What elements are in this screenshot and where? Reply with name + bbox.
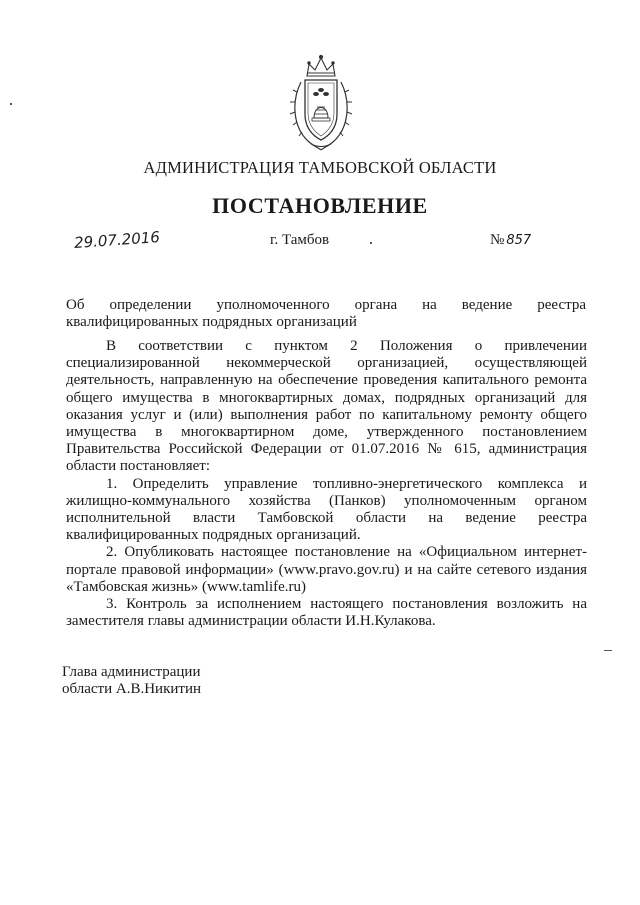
number-prefix: №	[490, 232, 505, 248]
signature-name: области А.В.Никитин	[62, 681, 202, 697]
item-1-paragraph: 1. Определить управление топливно-энергетического комплекса и жилищно-коммунального хозяйства (Панков) уполномоченным органом исполнительной власти Тамбовской области на ведение реестра квалифицированных подрядных организаций.	[66, 475, 587, 544]
document-type-title: ПОСТАНОВЛЕНИЕ	[212, 193, 428, 218]
item-3-paragraph: 3. Контроль за исполнением настоящего постановления возложить на заместителя главы администрации области И.Н.Кулакова.	[66, 596, 587, 630]
coat-of-arms-icon	[287, 52, 355, 152]
document-date: 29.07.2016	[73, 228, 161, 252]
scan-artifact	[604, 650, 612, 651]
subject-line-1: Об определении уполномоченного органа на ведение реестра	[66, 297, 586, 313]
number-value: 857	[506, 233, 532, 248]
document-body	[66, 338, 587, 630]
signature-title: Глава администрации	[62, 664, 201, 680]
scan-artifact	[370, 242, 372, 244]
preamble-paragraph: В соответствии с пунктом 2 Положения о привлечении специализированной некоммерческой организацией, осуществляющей деятельность, направленную на обеспечение проведения капитального ремонта общего имущества в многоквартирных домах, подрядных организаций для оказания услуг и (или) выполнения работ по капитальному ремонту общего имущества в многоквартирном доме, утвержденного постановлением Правительства Российской Федерации от 01.07.2016 № 615, администрация области постановляет:	[66, 338, 587, 475]
organization-name: АДМИНИСТРАЦИЯ ТАМБОВСКОЙ ОБЛАСТИ	[143, 158, 497, 177]
document-city: г. Тамбов	[270, 232, 330, 248]
document-number	[490, 232, 531, 249]
subject-line-2: квалифицированных подрядных организаций	[66, 314, 357, 330]
document-subject	[66, 297, 586, 331]
item-2-paragraph: 2. Опубликовать настоящее постановление на «Официальном интернет-портале правовой информации» (www.pravo.gov.ru) и на сайте сетевого издания «Тамбовская жизнь» (www.tamlife.ru)	[66, 544, 587, 595]
scan-artifact	[10, 103, 12, 105]
signature-block	[62, 664, 201, 698]
